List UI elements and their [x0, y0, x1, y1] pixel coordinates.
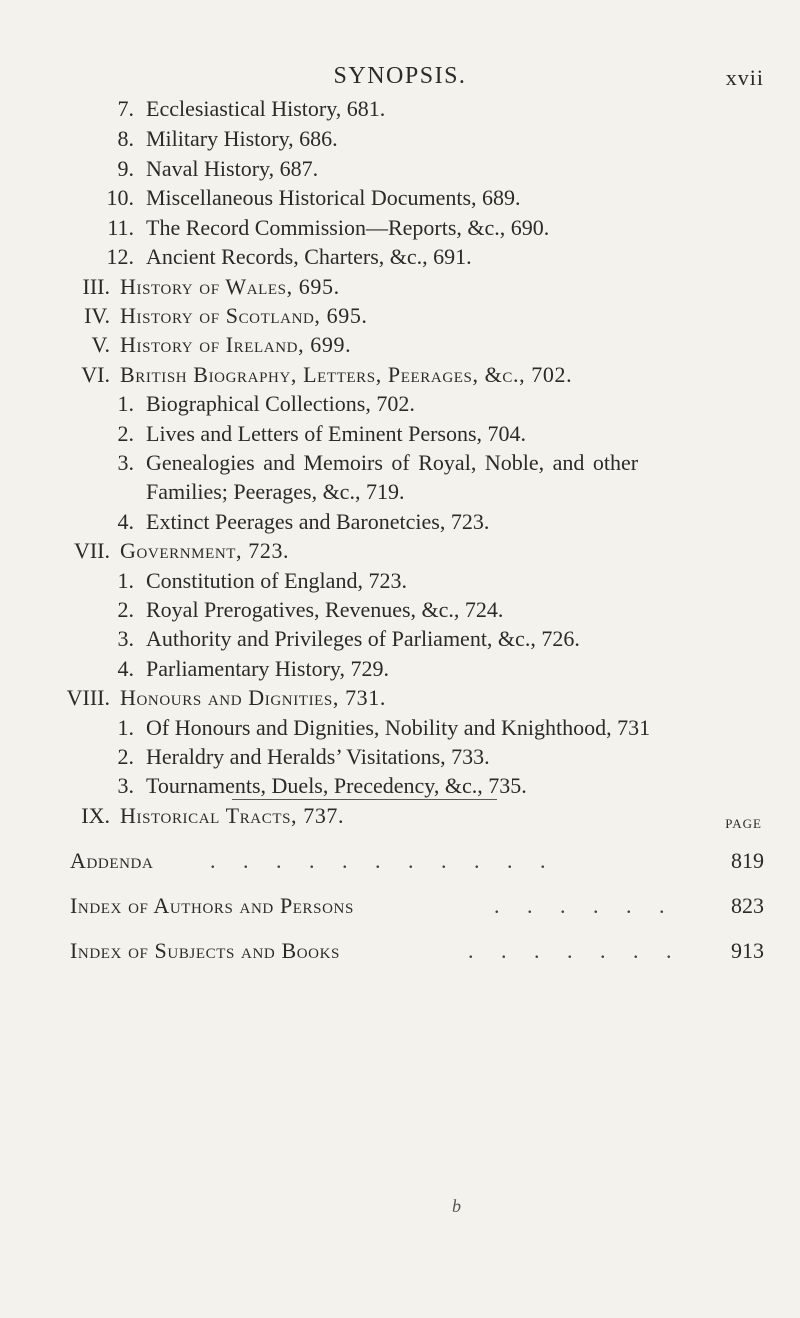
- section-numeral: V.: [91, 332, 110, 357]
- item-text: Royal Prerogatives, Revenues, &c., 724.: [146, 597, 504, 622]
- item-number: 2.: [117, 744, 134, 769]
- appendix-page: 913: [731, 938, 764, 963]
- appendix-row: [70, 893, 764, 921]
- item-text: Tournaments, Duels, Precedency, &c., 735.: [146, 773, 527, 798]
- toc-subitem: [106, 156, 318, 182]
- section-numeral: IV.: [84, 303, 110, 328]
- toc-subitem: [106, 215, 549, 241]
- item-number: 3.: [117, 626, 134, 651]
- leader-dots: . . . . . . .: [468, 938, 683, 963]
- toc-subitem: [106, 509, 489, 535]
- item-text: Miscellaneous Historical Documents, 689.: [146, 185, 521, 210]
- section-title: History of Wales, 695.: [120, 274, 340, 299]
- appendix-title: Addenda: [70, 848, 154, 873]
- item-text: Parliamentary History, 729.: [146, 656, 389, 681]
- toc-subitem: [106, 96, 385, 122]
- toc-subitem: [106, 391, 415, 417]
- section-numeral: IX.: [81, 803, 110, 828]
- section-title: Government, 723.: [120, 538, 290, 563]
- item-number: 10.: [106, 185, 134, 210]
- item-text: The Record Commission—Reports, &c., 690.: [146, 215, 550, 240]
- section-title: History of Scotland, 695.: [120, 303, 368, 328]
- page-number: xvii: [725, 65, 764, 90]
- toc-subitem: [106, 656, 389, 682]
- item-text: Families; Peerages, &c., 719.: [146, 479, 405, 504]
- section-numeral: VII.: [73, 538, 110, 563]
- toc-subitem: [106, 773, 527, 799]
- leader-dots: . . . . . . . . . . .: [210, 848, 557, 873]
- section-numeral: III.: [82, 274, 110, 299]
- item-number: 1.: [117, 391, 134, 416]
- item-number: 7.: [117, 96, 134, 121]
- signature-mark: b: [452, 1196, 461, 1216]
- appendix-page: 823: [731, 893, 764, 918]
- appendix-title: Index of Authors and Persons: [70, 893, 354, 918]
- item-text: Biographical Collections, 702.: [146, 391, 415, 416]
- item-number: 8.: [117, 126, 134, 151]
- item-text: Extinct Peerages and Baronetcies, 723.: [146, 509, 490, 534]
- toc-subitem: [106, 450, 638, 476]
- section-title: British Biography, Letters, Peerages, &c., 702.: [120, 362, 573, 387]
- toc-subitem: [106, 715, 650, 741]
- toc-subitem: [106, 597, 503, 623]
- item-text: Ancient Records, Charters, &c., 691.: [146, 244, 472, 269]
- section-title: Historical Tracts, 737.: [120, 803, 345, 828]
- section-title: History of Ireland, 699.: [120, 332, 352, 357]
- section-title: Honours and Dignities, 731.: [120, 685, 386, 710]
- section-numeral: VIII.: [66, 685, 110, 710]
- toc-subitem: [106, 421, 526, 447]
- item-number: 1.: [117, 568, 134, 593]
- item-text: Lives and Letters of Eminent Persons, 704.: [146, 421, 527, 446]
- item-number: 1.: [117, 715, 134, 740]
- item-text: Ecclesiastical History, 681.: [146, 96, 386, 121]
- item-number: 3.: [117, 773, 134, 798]
- toc-subitem: [106, 626, 580, 652]
- running-title: SYNOPSIS.: [333, 63, 467, 89]
- toc-subitem: [106, 185, 521, 211]
- running-head: [0, 63, 800, 93]
- item-text: Authority and Privileges of Parliament, &c., 726.: [146, 626, 580, 651]
- item-number: 2.: [117, 421, 134, 446]
- item-number: 4.: [117, 656, 134, 681]
- item-number: 3.: [117, 450, 134, 475]
- toc-subitem: [106, 568, 407, 594]
- appendix-page: 819: [731, 848, 764, 873]
- section-divider: [232, 799, 497, 800]
- item-number: 12.: [106, 244, 134, 269]
- item-text: Genealogies and Memoirs of Royal, Noble, and other: [146, 450, 639, 475]
- page-column-label: PAGE: [725, 816, 762, 831]
- item-text: Constitution of England, 723.: [146, 568, 407, 593]
- item-number: 2.: [117, 597, 134, 622]
- item-number: 9.: [117, 156, 134, 181]
- toc-subitem: [106, 126, 338, 152]
- item-text: Military History, 686.: [146, 126, 338, 151]
- appendix-row: [70, 938, 764, 966]
- toc-subitem-continuation: [146, 479, 404, 505]
- item-text: Naval History, 687.: [146, 156, 319, 181]
- item-text: Of Honours and Dignities, Nobility and Knighthood, 731: [146, 715, 651, 740]
- item-number: 11.: [107, 215, 134, 240]
- section-numeral: VI.: [81, 362, 110, 387]
- item-number: 4.: [117, 509, 134, 534]
- appendix-title: Index of Subjects and Books: [70, 938, 340, 963]
- toc-subitem: [106, 244, 472, 270]
- appendix-row: [70, 848, 764, 876]
- leader-dots: . . . . . .: [494, 893, 676, 918]
- toc-subitem: [106, 744, 490, 770]
- item-text: Heraldry and Heralds’ Visitations, 733.: [146, 744, 490, 769]
